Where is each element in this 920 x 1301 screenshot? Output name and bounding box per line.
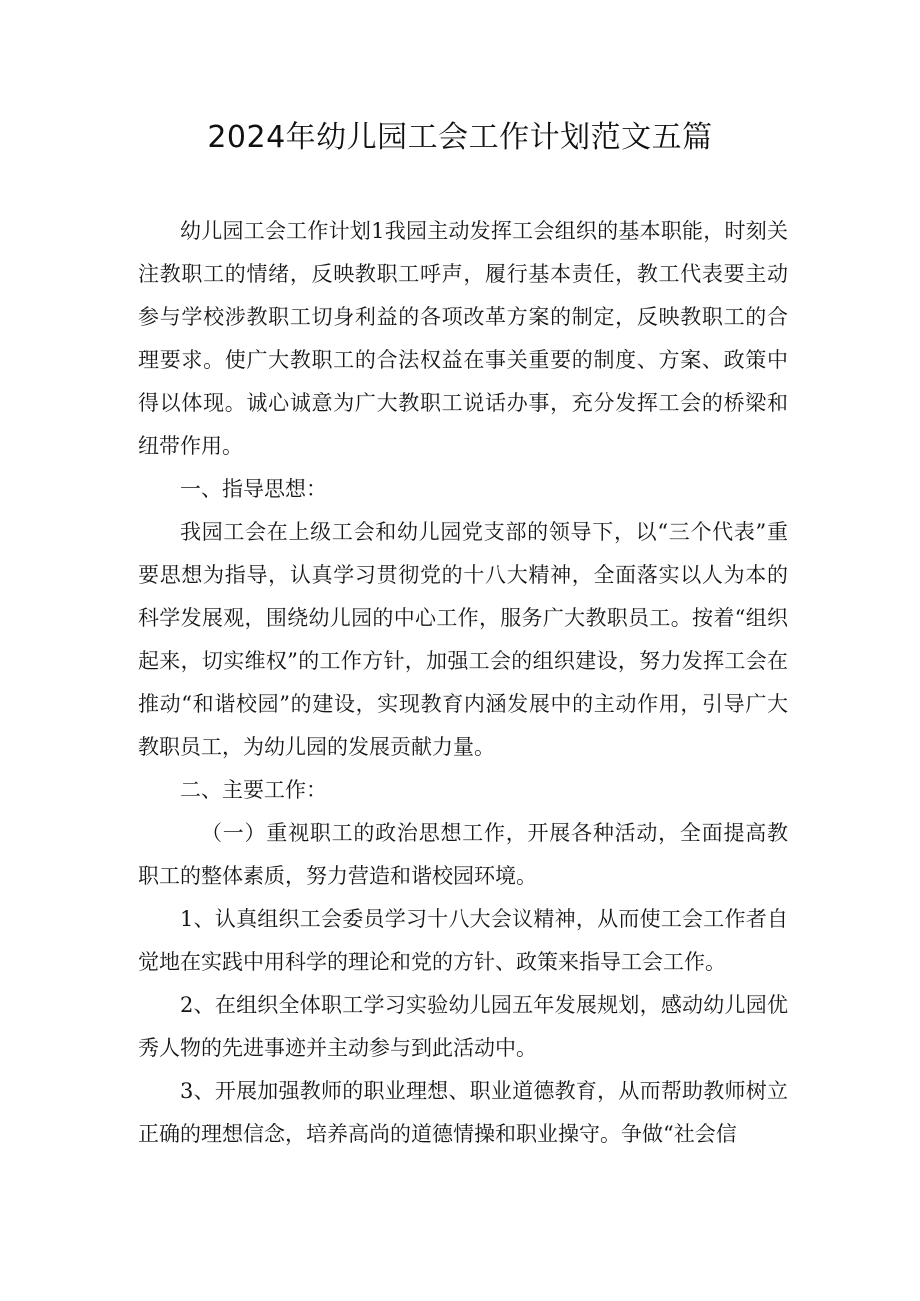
subheading-political-work: （一）重视职工的政治思想工作，开展各种活动，全面提高教职工的整体素质，努力营造和谐校园环境。: [138, 821, 788, 888]
paragraph-intro: 幼儿园工会工作计划1我园主动发挥工会组织的基本职能，时刻关注教职工的情绪，反映教职工呼声，履行基本责任，教工代表要主动参与学校涉教职工切身利益的各项改革方案的制定，反映教职工的合理要求。使广大教职工的合法权益在事关重要的制度、方案、政策中得以体现。诚心诚意为广大教职工说话办事，充分发挥工会的桥梁和纽带作用。: [138, 219, 788, 458]
paragraph-guiding-ideology: 我园工会在上级工会和幼儿园党支部的领导下，以“三个代表”重要思想为指导，认真学习贯彻党的十八大精神，全面落实以人为本的科学发展观，围绕幼儿园的中心工作，服务广大教职员工。按着“组织起来，切实维权”的工作方针，加强工会的组织建设，努力发挥工会在推动“和谐校园”的建设，实现教育内涵发展中的主动作用，引导广大教职员工，为幼儿园的发展贡献力量。: [138, 520, 788, 759]
document-title: 2024年幼儿园工会工作计划范文五篇: [207, 120, 713, 155]
list-item-3: 3、开展加强教师的职业理想、职业道德教育，从而帮助教师树立正确的理想信念，培养高尚的道德情操和职业操守。争做“社会信: [138, 1079, 788, 1146]
list-item-1: 1、认真组织工会委员学习十八大会议精神，从而使工会工作者自觉地在实践中用科学的理论和党的方针、政策来指导工会工作。: [138, 907, 788, 974]
heading-guiding-ideology: 一、指导思想：: [180, 477, 327, 501]
document-body: [138, 210, 788, 1156]
heading-main-work: 二、主要工作：: [180, 778, 327, 802]
list-item-2: 2、在组织全体职工学习实验幼儿园五年发展规划，感动幼儿园优秀人物的先进事迹并主动参与到此活动中。: [138, 993, 788, 1060]
